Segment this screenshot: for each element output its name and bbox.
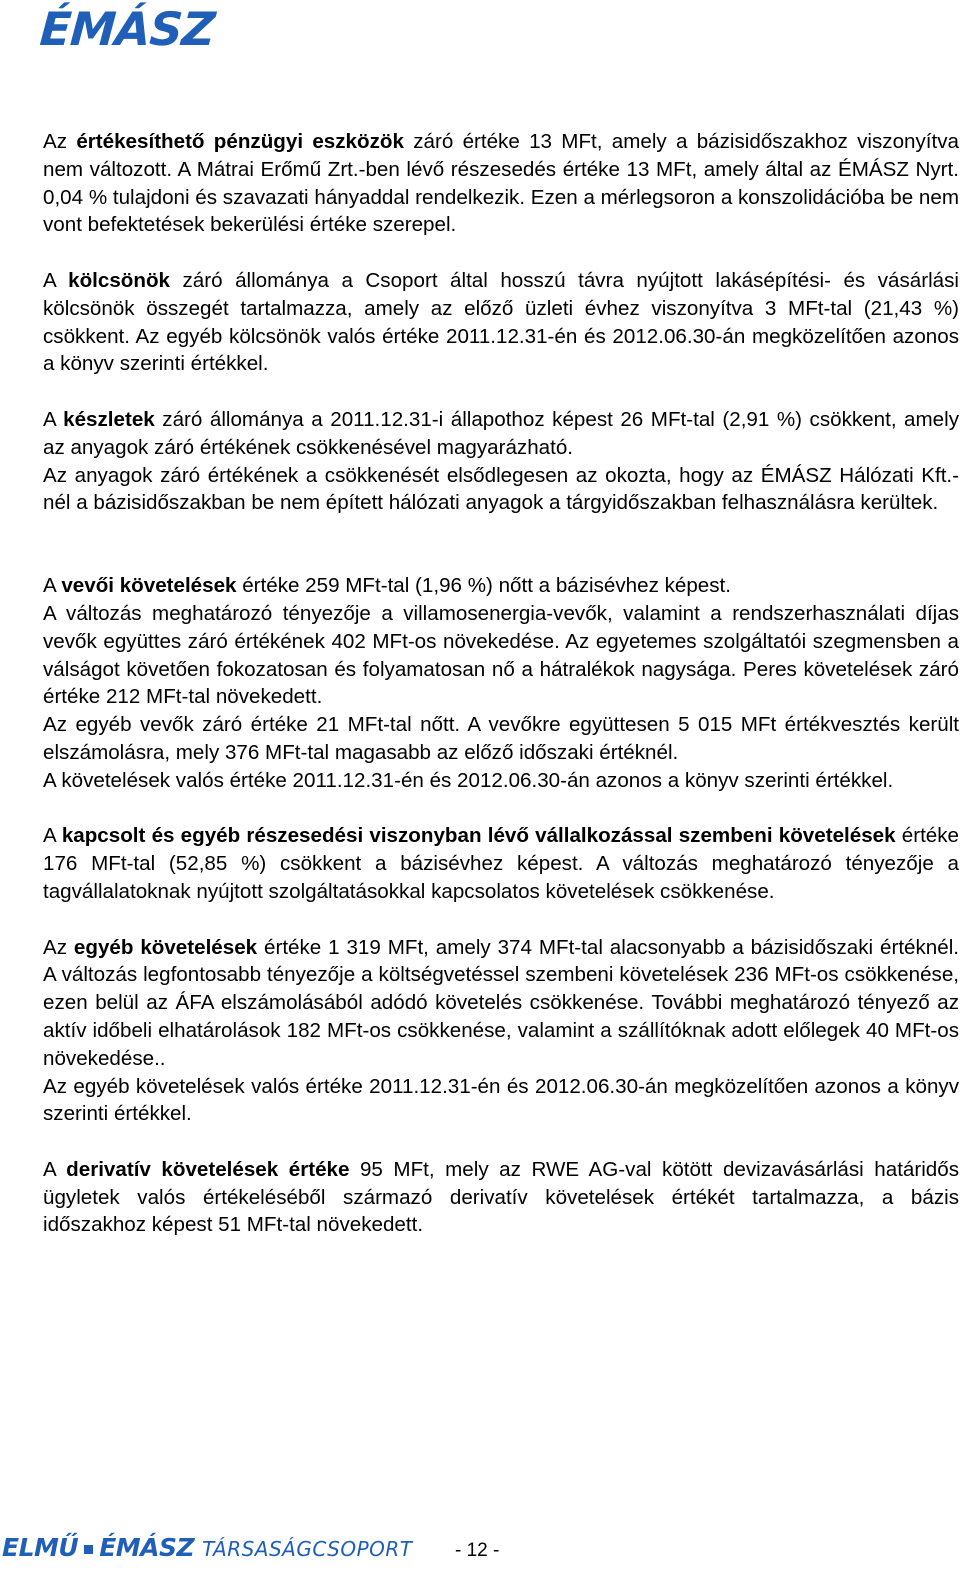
paragraph-financial-assets: Az értékesíthető pénzügyi eszközök záró értéke 13 MFt, amely a bázisidőszakhoz viszonyítva nem változott. A Mátrai Erőmű Zrt.-ben lévő részesedés értéke 13 MFt, amely által az ÉMÁSZ Nyrt. 0,04 % tulajdoni és szavazati hányaddal rendelkezik. Ezen a mérlegsoron a konszolidációba be nem vont befektetések bekerülési értéke szerepel. — [43, 130, 959, 237]
paragraph-trade-receivables-change: A változás meghatározó tényezője a villamosenergia-vevők, valamint a rendszerhasználati díjas vevők együttes záró értékének 402 MFt-os növekedése. Az egyetemes szolgáltatói szegmensben a válságot követően fokozatosan és folyamatosan nő a hátralékok nagysága. Peres követelések záró értéke 212 MFt-tal növekedett. — [43, 601, 959, 709]
emasz-logo: ÉMÁSZ — [38, 2, 217, 56]
paragraph-trade-receivables: A vevői követelések értéke 259 MFt-tal (1,96 %) nőtt a bázisévhez képest. — [43, 574, 731, 598]
footer-brand-elmu: ELMŰ — [2, 1533, 79, 1562]
document-body — [43, 128, 959, 1239]
paragraph-inventories: A készletek záró állománya a 2011.12.31-i állapothoz képest 26 MFt-tal (2,91 %) csökkent, amely az anyagok záró értékének csökkenésével magyarázható. — [43, 407, 959, 459]
paragraph-other-customers: Az egyéb vevők záró értéke 21 MFt-tal nőtt. A vevőkre együttesen 5 015 MFt értékvesztés került elszámolásra, mely 376 MFt-tal magasabb az előző időszaki értéknél. — [43, 713, 959, 764]
footer-logo — [2, 1533, 413, 1562]
footer-brand-emasz: ÉMÁSZ — [99, 1533, 195, 1562]
paragraph-inventories-detail: Az anyagok záró értékének a csökkenését elsődlegesen az okozta, hogy az ÉMÁSZ Hálózati Kft.-nél a bázisidőszakban be nem épített hálózati anyagok a tárgyidőszakban felhasználásra kerültek. — [43, 463, 959, 515]
paragraph-related-party-receivables: A kapcsolt és egyéb részesedési viszonyban lévő vállalkozással szembeni követelések értéke 176 MFt-tal (52,85 %) csökkent a bázisévhez képest. A változás meghatározó tényezője a tagvállalatoknak nyújtott szolgáltatásokkal kapcsolatos követelések csökkenése. — [43, 824, 959, 903]
page-number: - 12 - — [455, 1540, 500, 1561]
footer-group-name: TÁRSASÁGCSOPORT — [202, 1537, 413, 1561]
paragraph-other-receivables-fair-value: Az egyéb követelések valós értéke 2011.12.31-én és 2012.06.30-án megközelítően azonos a könyv szerinti értékkel. — [43, 1074, 959, 1126]
paragraph-loans: A kölcsönök záró állománya a Csoport által hosszú távra nyújtott lakásépítési- és vásárlási kölcsönök összegét tartalmazza, amely az előző üzleti évhez viszonyítva 3 MFt-tal (21,43 %) csökkent. Az egyéb kölcsönök valós értéke 2011.12.31-én és 2012.06.30-án megközelítően azonos a könyv szerinti értékkel. — [43, 268, 959, 376]
footer-square-icon — [84, 1545, 93, 1554]
paragraph-other-receivables: Az egyéb követelések értéke 1 319 MFt, amely 374 MFt-tal alacsonyabb a bázisidőszaki értéknél. A változás legfontosabb tényezője a költségvetéssel szembeni követelések 236 MFt-os csökkenése, ezen belül az ÁFA elszámolásából adódó követelés csökkenése. További meghatározó tényező az aktív időbeli elhatárolások 182 MFt-os csökkenése, valamint a szállítóknak adott előlegek 40 MFt-os növekedése.. — [43, 935, 959, 1070]
page-footer — [0, 1530, 960, 1570]
paragraph-receivables-fair-value: A követelések valós értéke 2011.12.31-én és 2012.06.30-án azonos a könyv szerinti értékkel. — [43, 768, 894, 792]
paragraph-derivative-receivables: A derivatív követelések értéke 95 MFt, mely az RWE AG-val kötött devizavásárlási határidős ügyletek valós értékeléséből származó derivatív követelések értékét tartalmazza, a bázis időszakhoz képest 51 MFt-tal növekedett. — [43, 1157, 960, 1237]
